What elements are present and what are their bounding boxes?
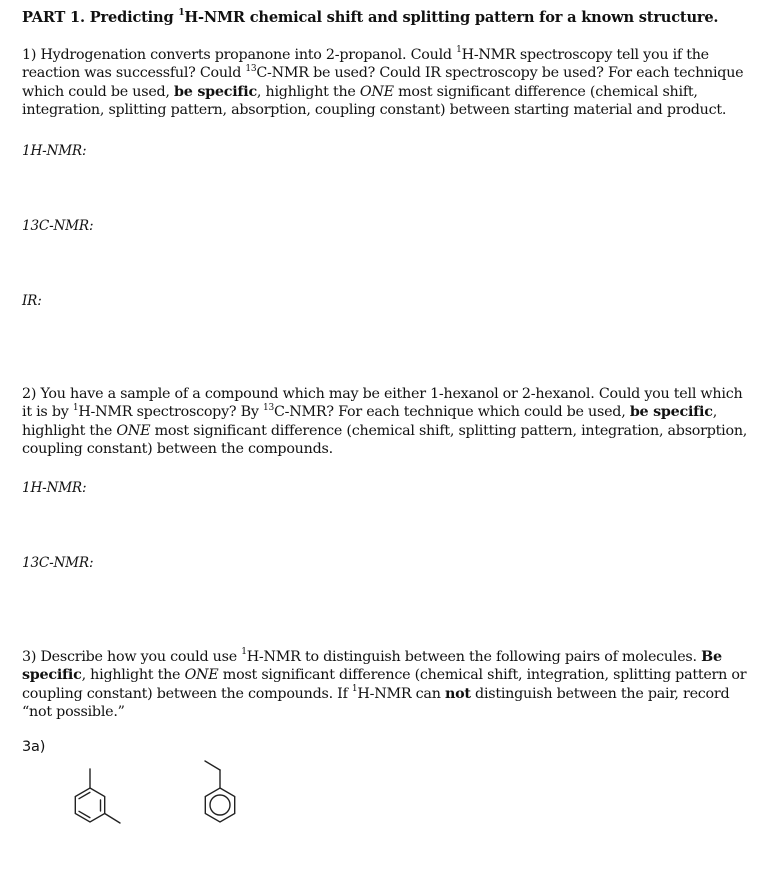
question-3-text: 3) Describe how you could use $^1$H-NMR to distinguish between the following pairs of molecules. Be specific, highlight the ONE most significant difference (chemical shift, integration, splitting pattern or coupling constant) between the compounds. If $^1$H-NMR can not distinguish between the pair, record “not possible.” <box>22 647 747 721</box>
ethylbenzene-structure <box>190 752 254 832</box>
question-2-text: 2) You have a sample of a compound which may be either 1-hexanol or 2-hexanol. Could you tell which it is by $^1$H-NMR spectroscopy? By $^{13}$C-NMR? For each technique which could be used, be specific, highlight the ONE most significant difference (chemical shift, splitting pattern, integration, absorption, coupling constant) between the compounds. <box>22 386 748 458</box>
q2-label-1h-nmr: 1H-NMR: <box>22 480 87 496</box>
subquestion-3a-label: 3a) <box>22 739 46 755</box>
question-1-text: 1) Hydrogenation converts propanone into 2-propanol. Could $^1$H-NMR spectroscopy tell you if the reaction was successful? Could $^{13}$C-NMR be used? Could IR spectroscopy be used? For each technique which could be used, be specific, highlight the ONE most significant difference (chemical shift, integration, splitting pattern, absorption, coupling constant) between starting material and product. <box>22 45 744 119</box>
part-title: PART 1. Predicting $^1$H-NMR chemical shift and splitting pattern for a known structure. <box>22 8 719 26</box>
q1-label-13c-nmr: 13C-NMR: <box>22 218 94 234</box>
q2-label-13c-nmr: 13C-NMR: <box>22 555 94 571</box>
methyl-bond <box>105 814 120 824</box>
ethyl-bond <box>205 761 220 770</box>
aromatic-circle <box>210 795 230 815</box>
q1-label-1h-nmr: 1H-NMR: <box>22 143 87 159</box>
q1-label-ir: IR: <box>22 293 42 309</box>
ortho-xylene-structure <box>62 760 132 832</box>
